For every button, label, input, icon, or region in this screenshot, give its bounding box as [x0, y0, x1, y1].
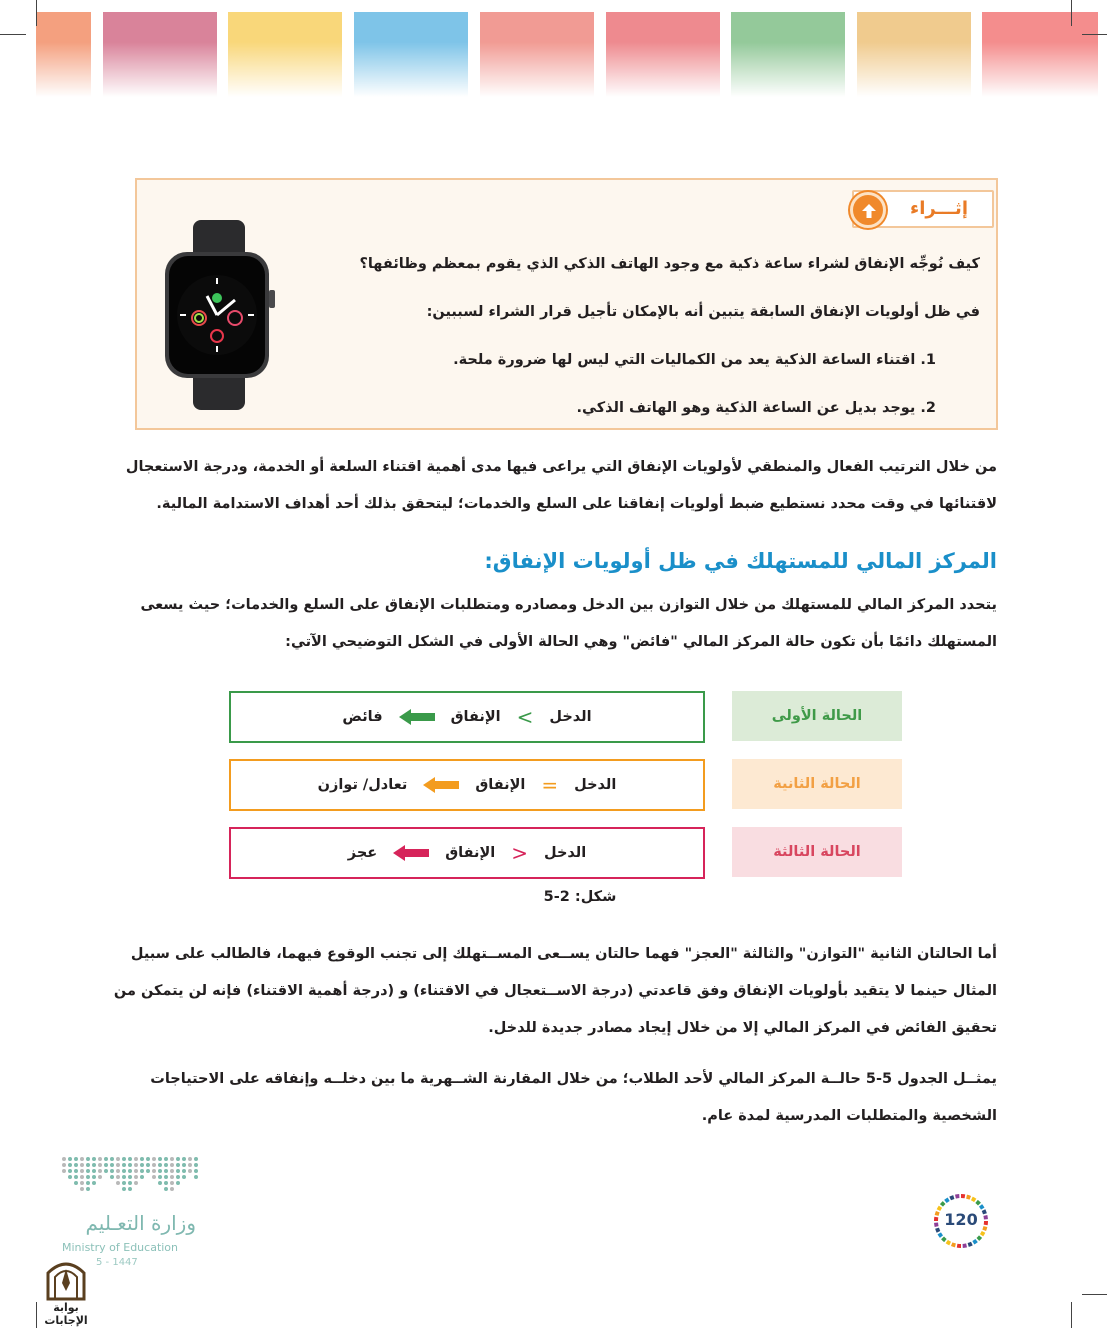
paragraph-line: تحقيق الفائض في المركز المالي إلا من خلال إيجاد مصادر جديدة للدخل. [488, 1020, 997, 1036]
color-tab [480, 12, 594, 97]
crop-mark [1071, 1302, 1072, 1328]
figure-caption: شكل: 2-5 [543, 889, 617, 905]
paragraph-line: المستهلك دائمًا بأن تكون حالة المركز المالي "فائض" وهي الحالة الأولى في الشكل التوضيحي الآتي: [285, 634, 997, 650]
arrow-left-icon [423, 777, 459, 793]
enrichment-reason-1: 1. اقتناء الساعة الذكية يعد من الكماليات التي ليس لها ضرورة ملحة. [453, 352, 936, 368]
arrow-left-icon [399, 709, 435, 725]
header-color-tabs [36, 12, 1098, 97]
color-tab [982, 12, 1098, 97]
color-tab [606, 12, 720, 97]
enrichment-reason-2: 2. يوجد بديل عن الساعة الذكية وهو الهاتف الذكي. [576, 400, 936, 416]
ministry-name-ar: وزارة التعـليم [85, 1211, 196, 1235]
portal-building-icon [44, 1255, 88, 1301]
enrichment-label: إثـــراء [910, 198, 968, 219]
color-tab [857, 12, 971, 97]
paragraph-line: من خلال الترتيب الفعال والمنطقي لأولويات الإنفاق التي يراعى فيها مدى أهمية اقتناء السلعة أو الخدمة، ودرجة الاستعجال [125, 459, 997, 475]
color-tab [36, 12, 91, 97]
enrichment-intro: في ظل أولويات الإنفاق السابقة يتبين أنه بالإمكان تأجيل قرار الشراء لسببين: [426, 304, 980, 320]
comparison-symbol: = [541, 773, 559, 797]
color-tab [731, 12, 845, 97]
ministry-dots-icon [62, 1153, 198, 1199]
spending-label: الإنفاق [445, 845, 496, 861]
arrow-left-icon [393, 845, 429, 861]
crop-mark [1082, 1294, 1107, 1295]
case-label: الحالة الثالثة [732, 827, 902, 877]
paragraph-line: لاقتنائها في وقت محدد نستطيع ضبط أولويات إنفاقنا على السلع والخدمات؛ ليتحقق بذلك أحد أهداف الاستدامة المالية. [156, 496, 997, 512]
ministry-name-en: Ministry of Education [62, 1241, 179, 1254]
case-label: الحالة الثانية [732, 759, 902, 809]
spending-label: الإنفاق [450, 709, 501, 725]
portal-name: بوابة الإجابات [44, 1301, 88, 1327]
paragraph-line: يتحدد المركز المالي للمستهلك من خلال التوازن بين الدخل ومصادره ومتطلبات الإنفاق على السلع والخدمات؛ حيث يسعى [140, 597, 997, 613]
paragraph-line: المثال حينما لا يتقيد بأولويات الإنفاق وفق قاعدتي (درجة الاســتعجال في الاقتناء) و (درجة أهمية الاقتناء) فإنه لن يتمكن من [113, 983, 997, 999]
income-label: الدخل [549, 709, 592, 725]
spending-label: الإنفاق [475, 777, 526, 793]
comparison-symbol: > [516, 705, 534, 729]
result-label: تعادل/ توازن [317, 777, 408, 793]
result-label: فائض [342, 709, 383, 725]
paragraph-line: الشخصية والمتطلبات المدرسية لمدة عام. [701, 1108, 997, 1124]
answers-portal-logo [30, 1255, 110, 1327]
enrichment-badge [852, 190, 994, 228]
crop-mark [36, 0, 37, 26]
result-label: عجز [347, 845, 378, 861]
case-equation [229, 691, 705, 743]
financial-position-paragraph [135, 587, 997, 661]
color-tab [103, 12, 217, 97]
case-equation [229, 827, 705, 879]
color-tab [354, 12, 468, 97]
enrichment-question: كيف نُوجِّه الإنفاق لشراء ساعة ذكية مع وجود الهاتف الذكي الذي يقوم بمعظم وظائفها؟ [359, 256, 980, 272]
case-label: الحالة الأولى [732, 691, 902, 741]
income-label: الدخل [574, 777, 617, 793]
crop-mark [0, 34, 26, 35]
income-label: الدخل [544, 845, 587, 861]
page-number: 120 [944, 1210, 978, 1229]
intro-paragraph [125, 449, 997, 523]
smartwatch-image [159, 220, 279, 410]
section-heading: المركز المالي للمستهلك في ظل أولويات الإنفاق: [484, 549, 997, 573]
page-number-badge [933, 1193, 989, 1249]
color-tab [228, 12, 342, 97]
arrow-up-icon [850, 192, 886, 228]
paragraph-line: أما الحالتان الثانية "التوازن" والثالثة "العجز" فهما حالتان يســعى المســتهلك إلى تجنب الوقوع فيهما، فالطالب على سبيل [130, 946, 997, 962]
cases-paragraph [113, 936, 997, 1047]
table-intro-paragraph [135, 1061, 997, 1135]
enrichment-box [135, 178, 998, 430]
paragraph-line: يمثــل الجدول 5-5 حالــة المركز المالي لأحد الطلاب؛ من خلال المقارنة الشــهرية ما بين دخلــه وإنفاقه على الاحتياجات [150, 1071, 997, 1087]
crop-mark [1082, 34, 1107, 35]
edition-year: 5 - 1447 [96, 1257, 138, 1268]
crop-mark [1071, 0, 1072, 26]
case-equation [229, 759, 705, 811]
comparison-symbol: < [511, 841, 529, 865]
